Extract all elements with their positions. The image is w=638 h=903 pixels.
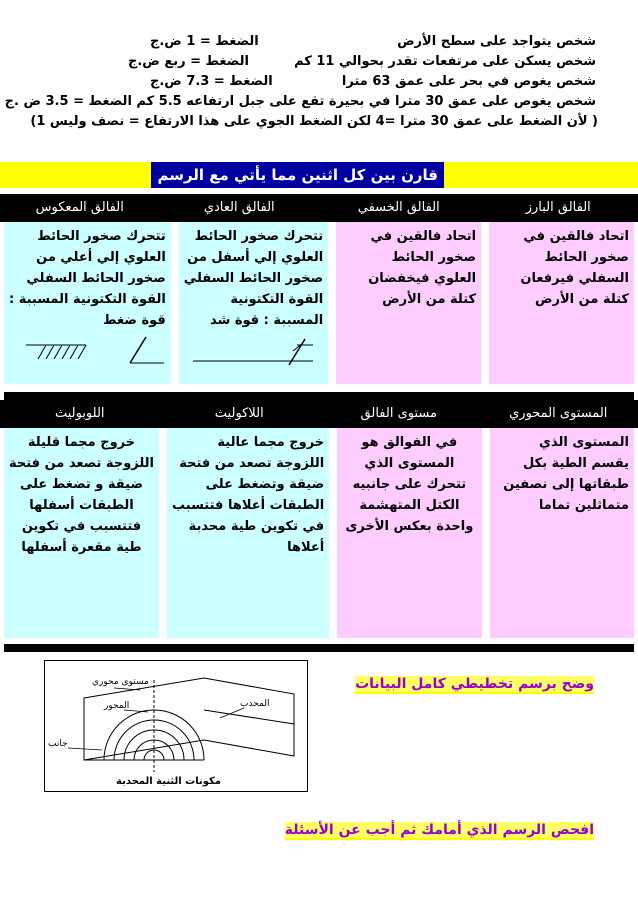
cell-line: ضيقة و تضغط على xyxy=(19,477,144,492)
cell-line: صخور الحائط xyxy=(544,250,629,265)
table1-cell xyxy=(4,222,171,384)
cell-line: القوة التكتونية المسببة : xyxy=(8,292,166,307)
cell-line: الكتل المتهشمة xyxy=(359,498,460,513)
fact-row xyxy=(0,34,638,54)
cell-line: الطبقات أعلاها فتتسبب xyxy=(172,498,325,513)
cell-line: في الفوالق هو xyxy=(361,435,458,450)
diagram-label-limb: جانب xyxy=(48,739,68,749)
table2-body xyxy=(0,428,638,638)
section-divider xyxy=(4,392,634,400)
fact-value: الضغط = 1 ض.ج xyxy=(150,34,259,49)
fault-sketch-icon xyxy=(26,335,166,365)
cell-line: اتحاد فالقين في xyxy=(523,229,629,244)
cell-line: طية مقعرة أسفلها xyxy=(21,540,142,555)
section-divider xyxy=(4,644,634,652)
cell-line: قوة ضغط xyxy=(103,313,166,328)
cell-line: العلوي إلي أسفل من xyxy=(187,250,324,265)
instruction-diagram-text: وضح برسم تخطيطي كامل البيانات xyxy=(355,676,594,692)
diagram-label-anticline: المحدب xyxy=(240,699,270,709)
table1-header-cell: الفالق المعكوس xyxy=(35,200,124,215)
cell-line: خروج مجما عالية xyxy=(217,435,325,450)
cell-line: كتلة من الأرض xyxy=(382,292,477,307)
table1-cell xyxy=(489,222,634,384)
fact-row xyxy=(0,54,638,74)
table2-cell xyxy=(4,428,159,638)
cell-line: اللزوجة تصعد من فتحة xyxy=(9,456,154,471)
cell-line: متماثلين تماما xyxy=(538,498,629,513)
compare-title-bar xyxy=(0,162,638,188)
table1-header xyxy=(0,194,638,222)
cell-line: واحدة بعكس الأخرى xyxy=(345,519,474,534)
cell-line: المستوى الذي xyxy=(364,456,455,471)
cell-line: المسببة : قوة شد xyxy=(210,313,324,328)
table1-body xyxy=(0,222,638,384)
fault-sketch-icon xyxy=(193,337,323,367)
table1-cell xyxy=(179,222,328,384)
table2-header-cell: اللوبوليث xyxy=(54,406,105,421)
cell-line: طبقاتها إلى نصفين xyxy=(503,477,629,492)
table2-cell xyxy=(167,428,329,638)
cell-line: صخور الحائط السفلي xyxy=(26,271,166,286)
cell-line: تتحرك صخور الحائط xyxy=(37,229,166,244)
table2-cell xyxy=(337,428,481,638)
cell-line: كتلة من الأرض xyxy=(535,292,629,307)
diagram-caption: مكونات الثنية المحدبة xyxy=(116,776,221,787)
cell-line: صخور الحائط السفلي xyxy=(183,271,324,286)
table2-header-cell: مستوى الفالق xyxy=(360,406,437,421)
table2-header xyxy=(0,400,638,428)
compare-title: قارن بين كل اثنين مما يأتي مع الرسم xyxy=(151,162,444,188)
table2-header-cell: المستوى المحوري xyxy=(509,406,608,421)
anticline-diagram xyxy=(44,660,308,792)
table2-cell xyxy=(490,428,634,638)
cell-line: يقسم الطية بكل xyxy=(523,456,629,471)
cell-line: أعلاها xyxy=(287,540,325,555)
table1-cell xyxy=(336,222,481,384)
cell-line: العلوي إلي أعلي من xyxy=(36,250,166,265)
cell-line: المستوى الذي xyxy=(539,435,629,450)
table1-header-cell: الفالق العادي xyxy=(203,200,275,215)
cell-line: العلوي فيخفضان xyxy=(368,271,477,286)
instruction-diagram xyxy=(355,676,594,694)
cell-line: خروج مجما قليلة xyxy=(27,435,136,450)
cell-line: تتحرك على جانبيه xyxy=(352,477,467,492)
cell-line: السفلي فيرفعان xyxy=(520,271,629,286)
fact-text: شخص يغوص في بحر على عمق 63 مترا xyxy=(341,74,596,89)
fact-text: شخص يسكن على مرتفعات تقدر بحوالي 11 كم xyxy=(294,54,596,69)
cell-line: في تكوين طية محدبة xyxy=(188,519,325,534)
cell-line: اتحاد فالقين في xyxy=(370,229,477,244)
fact-text: شخص يتواجد على سطح الأرض xyxy=(397,34,596,49)
cell-line: الطبقات أسفلها xyxy=(29,498,134,513)
table1-header-cell: الفالق البارز xyxy=(525,200,591,215)
table1-header-cell: الفالق الخسفي xyxy=(357,200,440,215)
fact-row xyxy=(0,94,638,114)
diagram-label-axis: المحور xyxy=(104,701,130,711)
fact-text: ( لأن الضغط على عمق 30 مترا =4 لكن الضغط الجوي على هذا الارتفاع = نصف وليس 1) xyxy=(30,114,598,129)
cell-line: فتتسبب في تكوين xyxy=(21,519,142,534)
cell-line: تتحرك صخور الحائط xyxy=(194,229,324,244)
diagram-label-axial-plane: مستوى محوري xyxy=(92,677,149,687)
fact-row xyxy=(0,74,638,94)
fact-value: الضغط = ربع ض.ج xyxy=(128,54,249,69)
cell-line: صخور الحائط xyxy=(391,250,477,265)
pressure-facts xyxy=(0,34,638,134)
cell-line: ضيقة وتضغط على xyxy=(205,477,325,492)
cell-line: اللزوجة تصعد من فتحة xyxy=(179,456,325,471)
table2-header-cell: اللاكوليث xyxy=(214,406,264,421)
cell-line: القوة التكتونية xyxy=(230,292,324,307)
fact-row xyxy=(0,114,638,134)
instruction-questions-text: افحص الرسم الذي أمامك ثم أجب عن الأسئلة xyxy=(284,822,594,838)
fact-value: الضغط = 7.3 ض.ج xyxy=(150,74,273,89)
instruction-questions xyxy=(285,822,594,840)
fact-text: شخص يغوص على عمق 30 مترا في بحيرة تقع على جبل ارتفاعه 5.5 كم الضغط = 3.5 ض .ج xyxy=(4,94,596,109)
